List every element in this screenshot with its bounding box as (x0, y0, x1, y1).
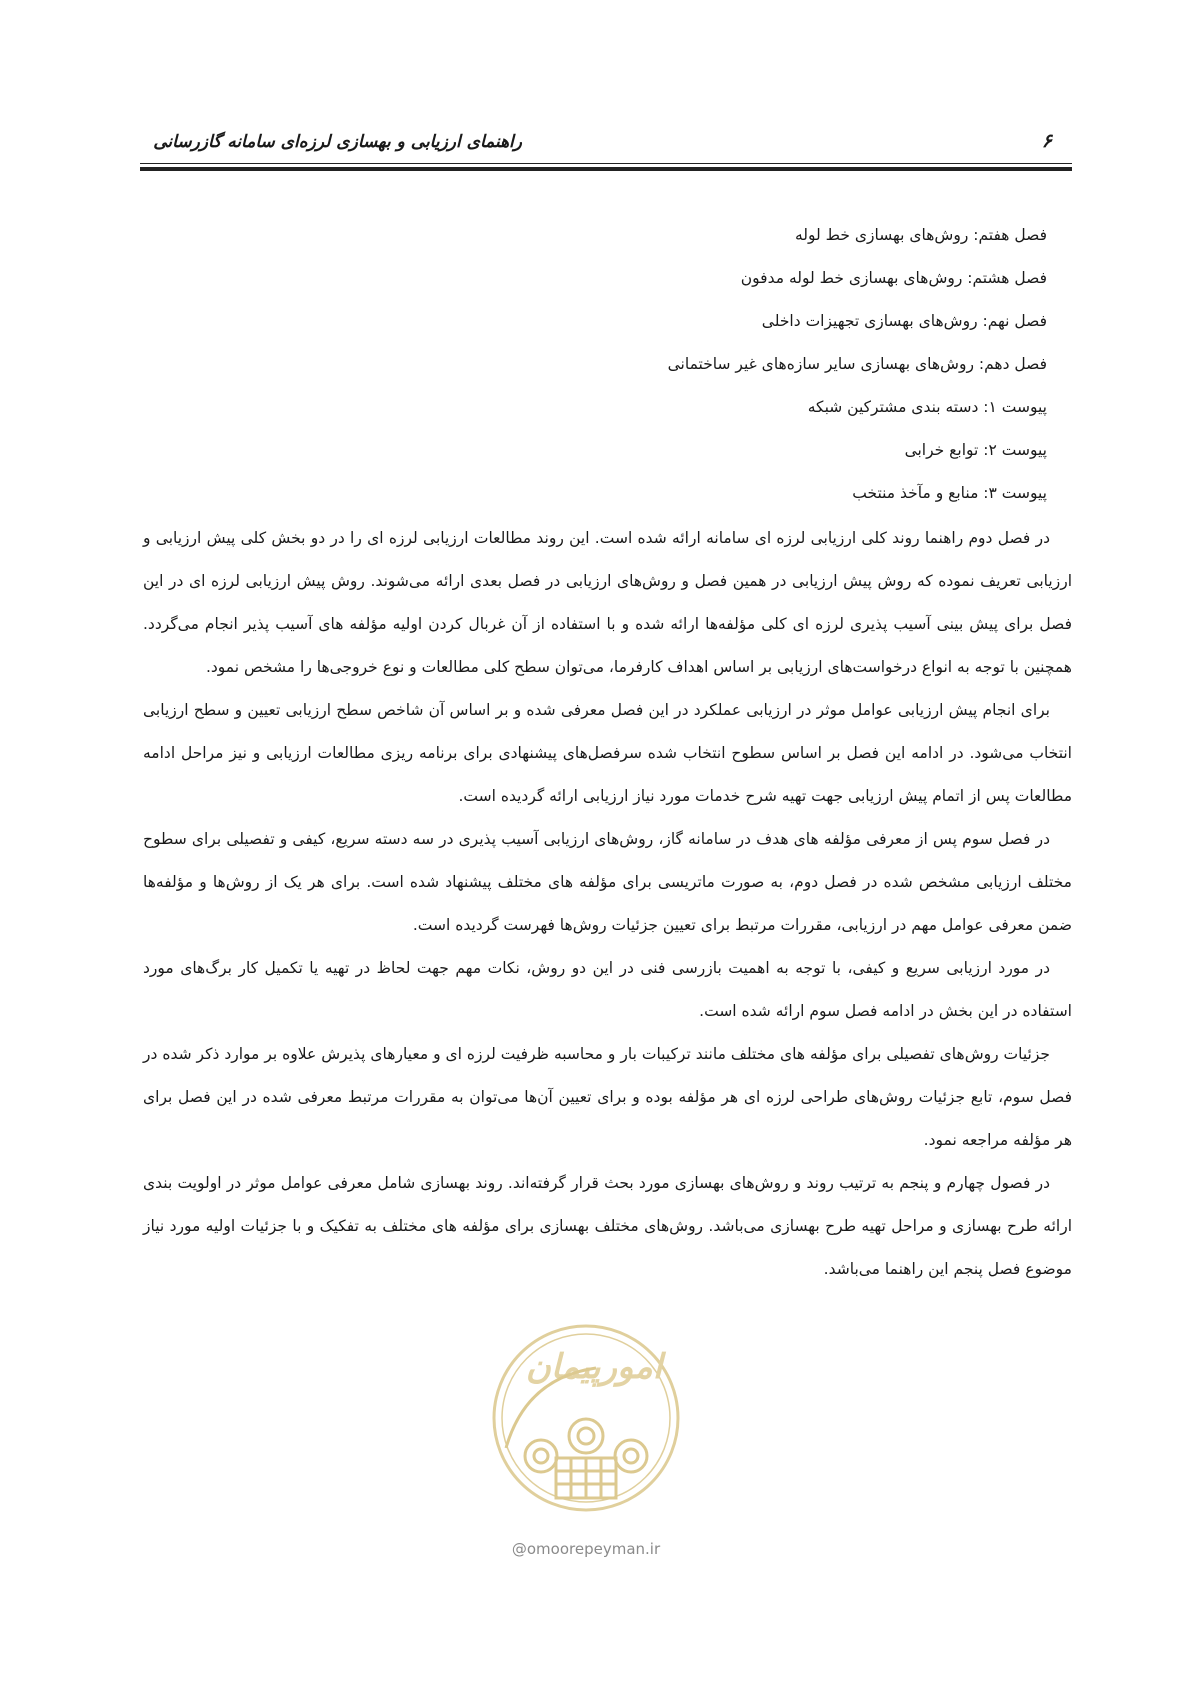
chapter-list (347, 214, 1047, 515)
chapter-list-item: پیوست ۲: توابع خرابی (904, 441, 1047, 459)
watermark-logo-text: امورپیمان (525, 1347, 663, 1387)
chapter-list-item: فصل دهم: روش‌های بهسازی سایر سازه‌های غیر ساختمانی (667, 355, 1047, 373)
page-number: ۶ (1041, 130, 1052, 152)
chapter-list-item: پیوست ۱: دسته بندی مشترکین شبکه (807, 398, 1047, 416)
chapter-list-item: فصل هشتم: روش‌های بهسازی خط لوله مدفون (740, 269, 1047, 287)
chapter-list-item: فصل نهم: روش‌های بهسازی تجهیزات داخلی (761, 312, 1047, 330)
watermark-url: @omoorepeyman.ir (511, 1540, 661, 1558)
paragraph: برای انجام پیش ارزیابی عوامل موثر در ارزیابی عملکرد در این فصل معرفی شده و بر اساس آن شاخص سطح ارزیابی تعیین و سطح ارزیابی انتخاب می‌شود. در ادامه این فصل بر اساس سطوح انتخاب شده سرفصل‌های پیشنهادی برای برنامه ریزی مطالعات ارزیابی و نیز مراحل ادامه مطالعات پس از اتمام پیش ارزیابی جهت تهیه شرح خدمات مورد نیاز ارزیابی ارائه گردیده است. (143, 701, 1072, 805)
paragraph: در مورد ارزیابی سریع و کیفی، با توجه به اهمیت بازرسی فنی در این دو روش، نکات مهم جهت لحاظ در تهیه یا تکمیل کار برگ‌های مورد استفاده در این بخش در ادامه فصل سوم ارائه شده است. (143, 959, 1072, 1020)
paragraph: در فصل دوم راهنما روند کلی ارزیابی لرزه ای سامانه ارائه شده است. این روند مطالعات ارزیابی لرزه ای را در دو بخش کلی پیش ارزیابی و ارزیابی تعریف نموده که روش پیش ارزیابی در همین فصل و روش‌های ارزیابی در فصل بعدی ارائه می‌شوند. روش پیش ارزیابی لرزه ای در این فصل برای پیش بینی آسیب پذیری لرزه ای کلی مؤلفه‌ها ارائه شده و با استفاده از آن غربال کردن اولیه مؤلفه های آسیب پذیر انجام می‌گردد. همچنین با توجه به انواع درخواست‌های ارزیابی بر اساس اهداف کارفرما، می‌توان سطح کلی مطالعات و نوع خروجی‌ها را مشخص نمود. (143, 529, 1072, 676)
chapter-list-item: پیوست ۳: منابع و مآخذ منتخب (852, 484, 1047, 502)
running-title: راهنمای ارزیابی و بهسازی لرزه‌ای سامانه گازرسانی (153, 132, 522, 152)
header-rule-thin (140, 163, 1072, 164)
paragraph: در فصل سوم پس از معرفی مؤلفه های هدف در سامانه گاز، روش‌های ارزیابی آسیب پذیری در سه دسته سریع، کیفی و تفصیلی برای سطوح مختلف ارزیابی مشخص شده در فصل دوم، به صورت ماتریسی برای مؤلفه های مختلف پیشنهاد شده است. برای هر یک از روش‌ها و مؤلفه‌ها ضمن معرفی عوامل مهم در ارزیابی، مقررات مرتبط برای تعیین جزئیات روش‌ها فهرست گردیده است. (143, 830, 1072, 934)
page-header (140, 128, 1072, 164)
paragraph: در فصول چهارم و پنجم به ترتیب روند و روش‌های بهسازی مورد بحث قرار گرفته‌اند. روند بهسازی شامل معرفی عوامل موثر در اولویت بندی ارائه طرح بهسازی و مراحل تهیه طرح بهسازی می‌باشد. روش‌های مختلف بهسازی برای مؤلفه های مختلف به تفکیک و با جزئیات اولیه مورد نیاز موضوع فصل پنجم این راهنما می‌باشد. (143, 1174, 1072, 1278)
paragraph: جزئیات روش‌های تفصیلی برای مؤلفه های مختلف مانند ترکیبات بار و محاسبه ظرفیت لرزه ای و معیارهای پذیرش علاوه بر موارد ذکر شده در فصل سوم، تابع جزئیات روش‌های طراحی لرزه ای هر مؤلفه بوده و برای تعیین آن‌ها می‌توان به مقررات مرتبط معرفی شده در این فصل برای هر مؤلفه مراجعه نمود. (143, 1045, 1072, 1149)
body-text (143, 517, 1072, 1291)
watermark-logo (486, 1318, 686, 1518)
chapter-list-item: فصل هفتم: روش‌های بهسازی خط لوله (794, 226, 1047, 244)
header-rule-thick (140, 167, 1072, 171)
